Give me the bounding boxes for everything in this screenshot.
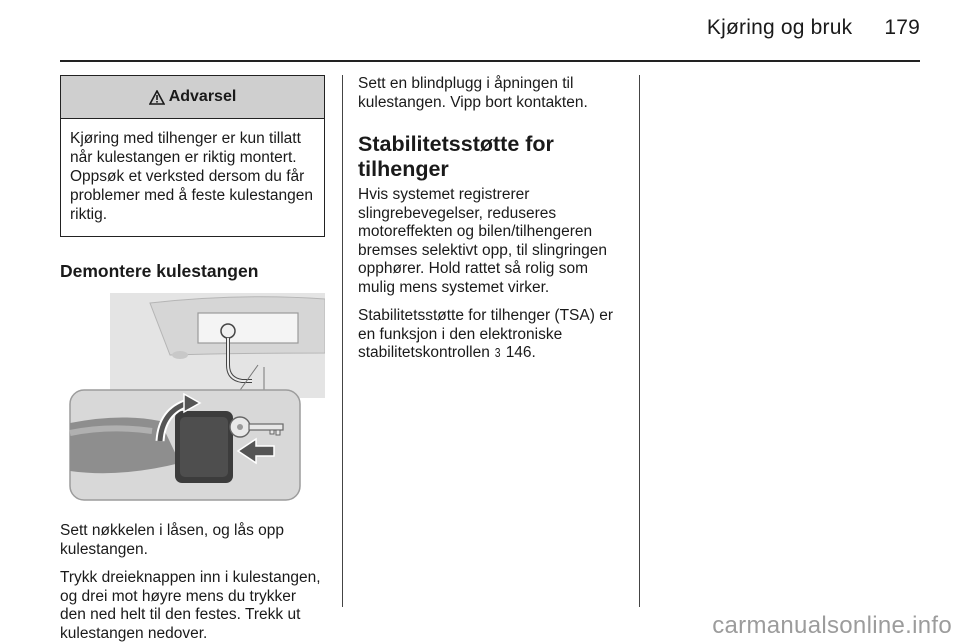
column-middle: [358, 75, 626, 363]
page-number: 179: [884, 16, 920, 39]
paragraph-remove: Trykk dreieknappen inn i kulestangen, og drei mot høyre mens du trykker den ned helt til den festes. Trekk ut kulestangen nedover.: [60, 569, 321, 642]
warning-title: Advarsel: [168, 88, 237, 105]
warning-box: [60, 75, 325, 237]
header-rule: [60, 60, 920, 62]
column-divider-1: [342, 75, 343, 607]
paragraph-tsa: [358, 307, 626, 363]
warning-header: [61, 76, 324, 119]
page-reference-icon: 3: [494, 345, 501, 360]
paragraph-blind-plug: Sett en blindplugg i åpningen til kulestangen. Vipp bort kontakten.: [358, 75, 588, 111]
warning-text: Kjøring med tilhenger er kun tillatt når kulestangen er riktig montert. Oppsøk et verksted dersom du får problemer med å feste kulestangen riktig.: [70, 130, 313, 223]
watermark: carmanualsonline.info: [712, 612, 952, 639]
column-divider-2: [639, 75, 640, 607]
tsa-text: Stabilitetsstøtte for tilhenger (TSA) er en funksjon i den elektroniske stabilitetskontrollen: [358, 307, 613, 361]
page-header: [707, 16, 920, 40]
heading-trailer-stability: Stabilitetsstøtte for tilhenger: [358, 132, 554, 181]
warning-triangle-icon: [149, 90, 165, 105]
page-reference: 146.: [505, 344, 536, 361]
column-left: [60, 75, 325, 643]
heading-remove-towbar: Demontere kulestangen: [60, 261, 259, 281]
paragraph-unlock: Sett nøkkelen i låsen, og lås opp kulestangen.: [60, 522, 285, 558]
towbar-illustration: [60, 293, 325, 503]
section-title: Kjøring og bruk: [706, 16, 853, 39]
paragraph-stability-desc: Hvis systemet registrerer slingrebevegelser, reduseres motoreffekten og bilen/tilhengeren bremses selektivt opp, til slingringen opphører. Hold rattet så rolig som mulig mens systemet virker.: [358, 186, 607, 296]
